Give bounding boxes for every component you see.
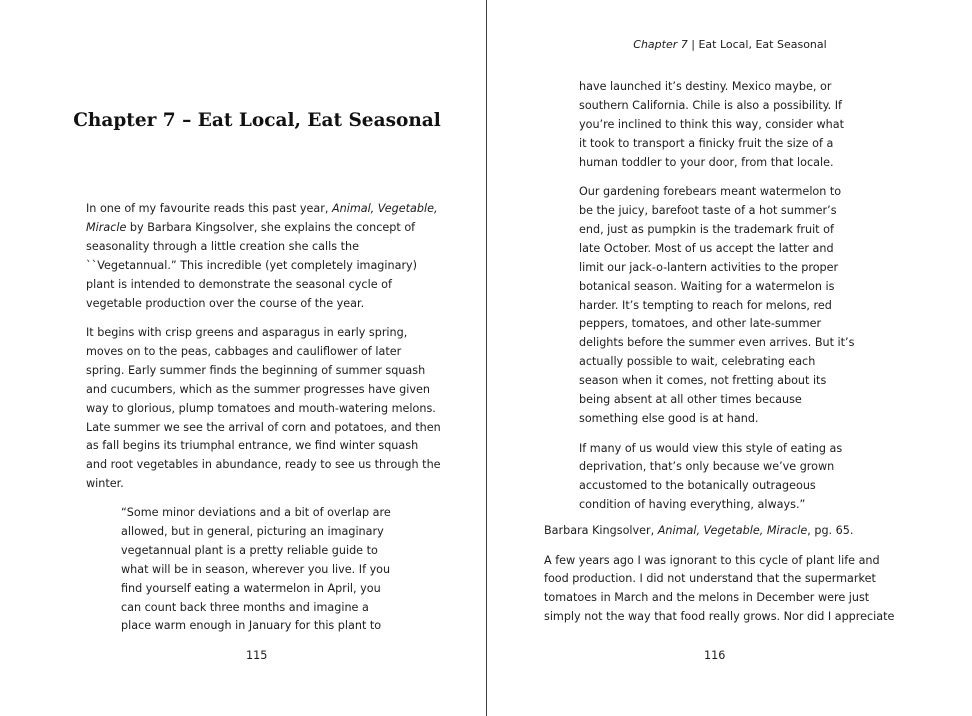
citation-line <box>544 522 889 541</box>
paragraph-seasons <box>86 324 441 494</box>
text-line <box>86 200 438 219</box>
header-separator: | <box>687 38 699 51</box>
page-number: 115 <box>246 649 268 662</box>
book-title-italic: Animal, Vegetable, <box>331 202 438 215</box>
quote-line: late October. Most of us accept the latter and <box>579 241 834 255</box>
text-line: moves on to the peas, cabbages and cauliflower of later <box>86 344 402 358</box>
text-line: and root vegetables in abundance, ready to see us through the <box>86 458 441 472</box>
text-line: spring. Early summer finds the beginning of summer squash <box>86 363 426 377</box>
quote-line: can count back three months and imagine a <box>121 600 369 614</box>
running-header <box>488 38 972 51</box>
quote-paragraph <box>579 78 845 173</box>
text-line: ``Vegetannual.” This incredible (yet completely imaginary) <box>86 258 418 272</box>
book-title-italic: Miracle <box>86 220 127 234</box>
quote-line: Our gardening forebears meant watermelon to <box>579 185 842 199</box>
quote-line: actually possible to wait, celebrating each <box>579 355 816 369</box>
quote-line: something else good is at hand. <box>579 412 759 425</box>
text-line: way to glorious, plump tomatoes and mouth-watering melons. <box>86 401 436 415</box>
quote-line: peppers, tomatoes, and other late-summer <box>579 317 822 331</box>
left-body-text <box>86 200 441 505</box>
page-right <box>488 0 972 716</box>
text-line: tomatoes in March and the melons in December were just <box>544 591 870 605</box>
paragraph-intro <box>86 200 438 313</box>
chapter-title: Chapter 7 – Eat Local, Eat Seasonal <box>73 110 441 131</box>
quote-line: condition of having everything, always.” <box>579 498 806 512</box>
text-line: plant is intended to demonstrate the seasonal cycle of <box>86 277 392 291</box>
text-line: A few years ago I was ignorant to this cycle of plant life and <box>544 553 880 567</box>
text-line: seasonality through a little creation she calls the <box>86 239 359 253</box>
quote-line: If many of us would view this style of eating as <box>579 441 843 455</box>
text-line: and cucumbers, which as the summer progresses have given <box>86 382 430 396</box>
quote-line: it took to transport a finicky fruit the size of a <box>579 136 834 150</box>
text-line <box>86 219 431 238</box>
quote-line: you’re inclined to think this way, consider what <box>579 117 844 131</box>
quote-line: allowed, but in general, picturing an imaginary <box>121 524 384 538</box>
quote-line: being absent at all other times because <box>579 393 802 407</box>
right-body-text <box>544 522 895 638</box>
citation-author: Barbara Kingsolver, <box>544 524 658 537</box>
quote-line: southern California. Chile is also a possibility. If <box>579 98 842 112</box>
quote-line: find yourself eating a watermelon in April, you <box>121 581 381 595</box>
page-number: 116 <box>704 649 726 662</box>
quote-paragraph <box>579 440 845 516</box>
quote-line: “Some minor deviations and a bit of overlap are <box>121 506 391 519</box>
citation-page: , pg. 65. <box>807 524 854 537</box>
quote-line: season when it comes, not fretting about its <box>579 374 827 388</box>
quote-line: be the juicy, barefoot taste of a hot summer’s <box>579 204 837 218</box>
text-run: In one of my favourite reads this past year, <box>86 202 332 215</box>
block-quote <box>121 504 391 636</box>
block-quote-continued <box>579 78 855 526</box>
quote-line: human toddler to your door, from that locale. <box>579 155 834 169</box>
quote-line: place warm enough in January for this plant to <box>121 619 382 633</box>
text-run: by Barbara Kingsolver, she explains the concept of <box>126 220 416 234</box>
text-line: Late summer we see the arrival of corn and potatoes, and then <box>86 420 441 434</box>
text-line: food production. I did not understand that the supermarket <box>544 572 876 586</box>
citation-book-title: Animal, Vegetable, Miracle <box>657 524 808 537</box>
text-line: vegetable production over the course of the year. <box>86 296 365 310</box>
quote-line: botanical season. Waiting for a watermelon is <box>579 279 835 293</box>
quote-line: end, just as pumpkin is the trademark fruit of <box>579 222 834 236</box>
quote-line: vegetannual plant is a pretty reliable guide to <box>121 543 378 557</box>
quote-line: have launched it’s destiny. Mexico maybe, or <box>579 80 832 93</box>
quote-line: what will be in season, wherever you live. If you <box>121 562 391 576</box>
quote-line: accustomed to the botanically outrageous <box>579 479 816 493</box>
header-title: Eat Local, Eat Seasonal <box>698 38 827 51</box>
quote-line: limit our jack-o-lantern activities to the proper <box>579 260 839 274</box>
citation <box>544 522 889 541</box>
text-line: It begins with crisp greens and asparagus in early spring, <box>86 326 408 340</box>
text-line: winter. <box>86 477 124 491</box>
quote-line: harder. It’s tempting to reach for melons, red <box>579 298 832 312</box>
quote-line: delights before the summer even arrives. But it’s <box>579 336 855 350</box>
paragraph-reflection <box>544 552 895 628</box>
text-line: as fall begins its triumphal entrance, we find winter squash <box>86 439 419 453</box>
header-chapter: Chapter 7 <box>633 38 688 51</box>
quote-line: deprivation, that’s only because we’ve grown <box>579 460 835 474</box>
quote-paragraph <box>579 183 855 429</box>
text-line: simply not the way that food really grows. Nor did I appreciate <box>544 610 895 624</box>
